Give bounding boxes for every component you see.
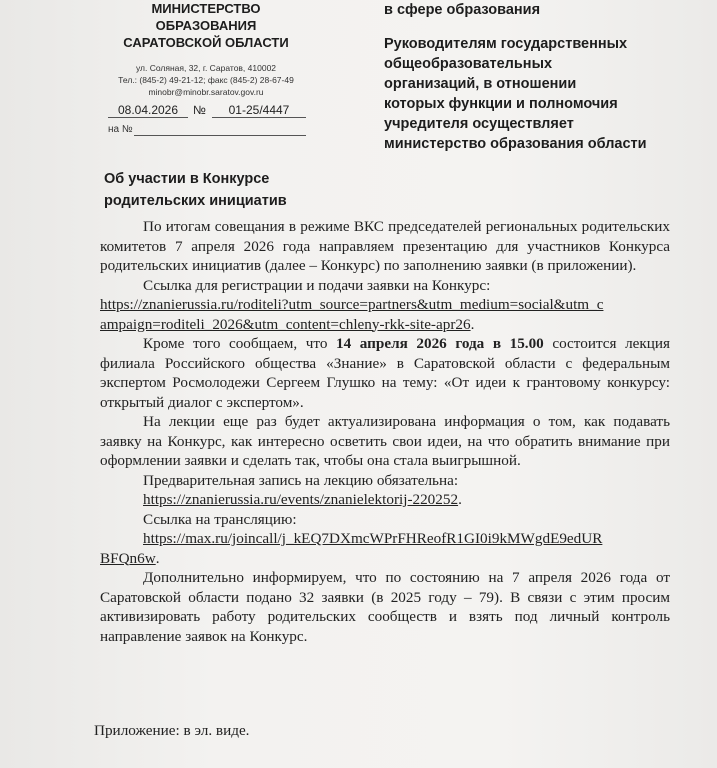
letter-body	[100, 217, 670, 646]
signup-link-period: .	[458, 491, 462, 508]
reference-underline	[134, 135, 306, 136]
ministry-line: САРАТОВСКОЙ ОБЛАСТИ	[123, 35, 289, 50]
broadcast-link-period: .	[155, 549, 160, 567]
recipient-lines	[384, 34, 647, 154]
recipient-line: Руководителям государственных	[384, 36, 628, 52]
subject-line: родительских инициатив	[104, 193, 287, 209]
paragraph-lecture	[100, 334, 670, 412]
registration-number-label: №	[193, 103, 206, 117]
address-line: ул. Соляная, 32, г. Саратов, 410002	[135, 63, 277, 73]
ministry-line: МИНИСТЕРСТВО	[151, 1, 261, 16]
registration-link-cont[interactable]	[100, 315, 670, 335]
recipient-line: учредителя осуществляет	[384, 116, 574, 132]
recipient-line: общеобразовательных	[384, 56, 553, 72]
registration-link[interactable]	[100, 295, 670, 315]
recipient-line: министерство образования области	[384, 136, 647, 152]
paragraph-registration-label: Ссылка для регистрации и подачи заявки на Конкурс:	[143, 276, 491, 294]
lecture-datetime: 14 апреля 2026 года в 15.00	[336, 335, 544, 352]
address-line: Тел.: (845-2) 49-21-12; факс (845-2) 28-67-49	[118, 75, 294, 85]
registration-link-period: .	[470, 315, 475, 333]
address-line: minobr@minobr.saratov.gov.ru	[148, 87, 264, 97]
broadcast-link-part[interactable]: https://max.ru/joincall/j_kEQ7DXmcWPrFHReofR1GI0i9kMWgdE9edUR	[143, 530, 603, 547]
registration-line	[108, 101, 308, 121]
letter-subject	[104, 168, 287, 212]
signup-link[interactable]	[100, 490, 670, 510]
recipient-top-line: в сфере образования	[384, 2, 541, 18]
subject-line: Об участии в Конкурсе	[104, 171, 270, 187]
paragraph-statistics: Дополнительно информируем, что по состоянию на 7 апреля 2026 года от Саратовской области подано 32 заявки (в 2025 году – 79). В связи с этим просим активизировать работу родительских сообществ и взять под личный контроль направление заявок на Конкурс.	[100, 569, 670, 645]
recipient-line: организаций, в отношении	[384, 76, 577, 92]
lecture-text-post: состоится лекция филиала Российского общества «Знание» в Саратовской области с федеральным экспертом Росмолодежи Сергеем Глушко на тему: «От идеи к грантовому конкурсу: открытый диалог с экспертом».	[100, 335, 671, 411]
ministry-line: ОБРАЗОВАНИЯ	[155, 18, 257, 33]
registration-number: 01-25/4447	[212, 103, 306, 118]
paragraph-intro: По итогам совещания в режиме ВКС председателей региональных родительских комитетов 7 апреля 2026 года направляем презентацию для участников Конкурса родительских инициатив (далее – Конкурс) по заполнению заявки (в приложении).	[100, 218, 670, 274]
signup-link-text[interactable]: https://znanierussia.ru/events/znanielektorij-220252	[143, 491, 459, 508]
broadcast-link[interactable]	[100, 529, 670, 549]
reference-line	[108, 122, 308, 138]
paragraph-lecture-details: На лекции еще раз будет актуализирована информация о том, как подавать заявку на Конкурс, как интересно осветить свои идеи, на что обратить внимание при оформлении заявки и сделать так, чтобы она стала выигрышной.	[100, 413, 670, 469]
ministry-address	[108, 62, 304, 98]
registration-link-part[interactable]: ampaign=roditeli_2026&utm_content=chleny-rkk-site-apr26	[100, 315, 471, 333]
registration-link-part[interactable]: https://znanierussia.ru/roditeli?utm_source=partners&utm_medium=social&utm_c	[100, 296, 604, 313]
paragraph-broadcast-label: Ссылка на трансляцию:	[143, 510, 297, 528]
recipient-line: которых функции и полномочия	[384, 96, 618, 112]
lecture-text-pre: Кроме того сообщаем, что	[143, 335, 328, 352]
broadcast-link-part[interactable]: BFQn6w	[100, 549, 156, 567]
paragraph-signup-label: Предварительная запись на лекцию обязательна:	[143, 471, 459, 489]
ministry-name	[108, 0, 304, 51]
broadcast-link-cont[interactable]	[100, 549, 670, 569]
registration-date: 08.04.2026	[108, 103, 188, 118]
reference-label: на №	[108, 124, 133, 135]
appendix-note: Приложение: в эл. виде.	[94, 722, 250, 739]
